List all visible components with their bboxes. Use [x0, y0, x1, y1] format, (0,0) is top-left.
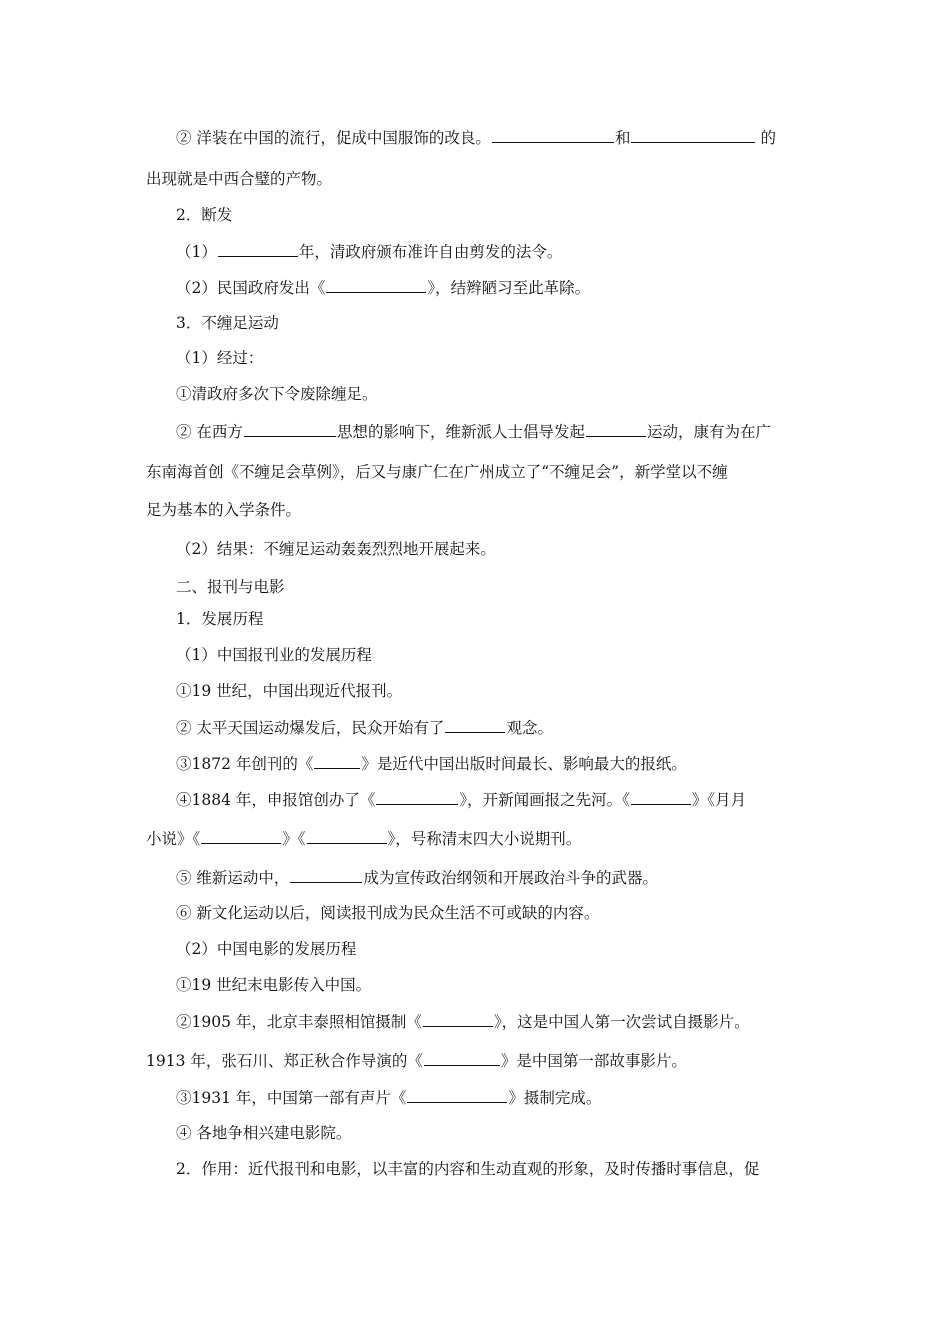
text: 2．断发 — [176, 206, 233, 224]
fill-blank[interactable] — [326, 276, 426, 293]
text: 2．作用：近代报刊和电影，以丰富的内容和生动直观的形象，及时传播时事信息，促 — [176, 1160, 760, 1178]
text: 》摄制完成。 — [508, 1089, 602, 1107]
fill-blank[interactable] — [631, 788, 691, 805]
fill-blank[interactable] — [201, 827, 281, 844]
line-1872 — [176, 752, 820, 774]
line-continuation — [146, 461, 820, 483]
text: （1）经过： — [176, 349, 264, 367]
text: （1） — [176, 243, 217, 261]
text: ①清政府多次下令废除缠足。 — [176, 385, 378, 403]
fill-blank[interactable] — [424, 1049, 500, 1066]
subheading-press — [176, 644, 820, 666]
line-qing-decree — [176, 240, 820, 262]
fill-blank[interactable] — [631, 126, 755, 143]
heading-cut-hair — [176, 204, 820, 226]
line-western-suits — [176, 126, 820, 148]
text: 》，结辫陋习至此革除。 — [427, 279, 591, 297]
text: 二、报刊与电影 — [176, 578, 285, 596]
text: （2）结果：不缠足运动轰轰烈烈地开展起来。 — [176, 540, 496, 558]
line-reform-movement — [176, 866, 820, 888]
subheading-film — [176, 938, 820, 960]
text: 的 — [760, 129, 776, 147]
text: 成为宣传政治纲领和开展政治斗争的武器。 — [363, 869, 658, 887]
text: ④ 各地争相兴建电影院。 — [176, 1124, 352, 1142]
text: 年，清政府颁布准许自由剪发的法令。 — [298, 243, 563, 261]
line-republic-order — [176, 276, 820, 298]
text: 3．不缠足运动 — [176, 314, 279, 332]
heading-development — [176, 608, 820, 630]
line-qing-orders — [176, 383, 820, 405]
line-western-thought — [176, 420, 820, 442]
text: 》，号称清末四大小说期刊。 — [387, 830, 582, 848]
text: ④1884 年，申报馆创办了《 — [176, 791, 376, 809]
fill-blank[interactable] — [218, 240, 298, 257]
line-cinemas — [176, 1122, 820, 1144]
text: ①19 世纪末电影传入中国。 — [176, 976, 372, 994]
line-1913 — [146, 1049, 820, 1071]
text: （2）民国政府发出《 — [176, 279, 326, 297]
line-1905 — [176, 1010, 820, 1032]
heading-anti-footbinding — [176, 312, 820, 334]
text: ② 在西方 — [176, 423, 243, 441]
text: 出现就是中西合璧的产物。 — [146, 170, 333, 188]
line-film-introduced — [176, 974, 820, 996]
fill-blank[interactable] — [307, 827, 387, 844]
text: 和 — [614, 129, 631, 147]
text: ②1905 年，北京丰泰照相馆摄制《 — [176, 1013, 422, 1031]
text: 1．发展历程 — [176, 610, 264, 628]
line-1884 — [176, 788, 820, 810]
line-continuation — [146, 827, 820, 849]
line-result — [176, 538, 820, 560]
text: 运动，康有为在广 — [646, 423, 771, 441]
fill-blank[interactable] — [314, 752, 360, 769]
text: ③1931 年，中国第一部有声片《 — [176, 1089, 407, 1107]
text: ② 洋装在中国的流行，促成中国服饰的改良。 — [176, 129, 491, 147]
fill-blank[interactable] — [445, 716, 505, 733]
line-continuation — [146, 499, 820, 521]
text: 足为基本的入学条件。 — [146, 501, 302, 519]
fill-blank[interactable] — [492, 126, 614, 143]
text: 》《 — [282, 830, 306, 848]
fill-blank[interactable] — [244, 420, 336, 437]
text: ③1872 年创刊的《 — [176, 755, 314, 773]
text: 观念。 — [506, 719, 553, 737]
text: 1913 年，张石川、郑正秋合作导演的《 — [146, 1052, 423, 1070]
line-continuation — [146, 168, 820, 190]
subheading-process — [176, 347, 820, 369]
text: 思想的影响下，维新派人士倡导发起 — [336, 423, 585, 441]
text: ⑥ 新文化运动以后，阅读报刊成为民众生活不可或缺的内容。 — [176, 904, 600, 922]
text: 小说》《 — [146, 830, 201, 848]
line-new-culture — [176, 902, 820, 924]
line-effect — [176, 1158, 820, 1180]
text: （2）中国电影的发展历程 — [176, 940, 357, 958]
fill-blank[interactable] — [407, 1086, 507, 1103]
section-heading-press-film — [176, 576, 820, 598]
text: 》是中国第一部故事影片。 — [500, 1052, 687, 1070]
line-taiping — [176, 716, 820, 738]
text: 》，这是中国人第一次尝试自摄影片。 — [493, 1013, 750, 1031]
text: ⑤ 维新运动中， — [176, 869, 290, 887]
fill-blank[interactable] — [376, 788, 458, 805]
line-1931 — [176, 1086, 820, 1108]
fill-blank[interactable] — [586, 420, 646, 437]
text: ② 太平天国运动爆发后，民众开始有了 — [176, 719, 445, 737]
text: （1）中国报刊业的发展历程 — [176, 646, 372, 664]
text: 》是近代中国出版时间最长、影响最大的报纸。 — [361, 755, 687, 773]
fill-blank[interactable] — [423, 1010, 493, 1027]
text: 东南海首创《不缠足会草例》，后又与康广仁在广州成立了“不缠足会”，新学堂以不缠 — [146, 463, 728, 481]
text: ①19 世纪，中国出现近代报刊。 — [176, 682, 403, 700]
text: 》，开新闻画报之先河。《 — [459, 791, 630, 809]
fill-blank[interactable] — [290, 866, 362, 883]
text: 》《月月 — [691, 791, 747, 809]
line-modern-press — [176, 680, 820, 702]
